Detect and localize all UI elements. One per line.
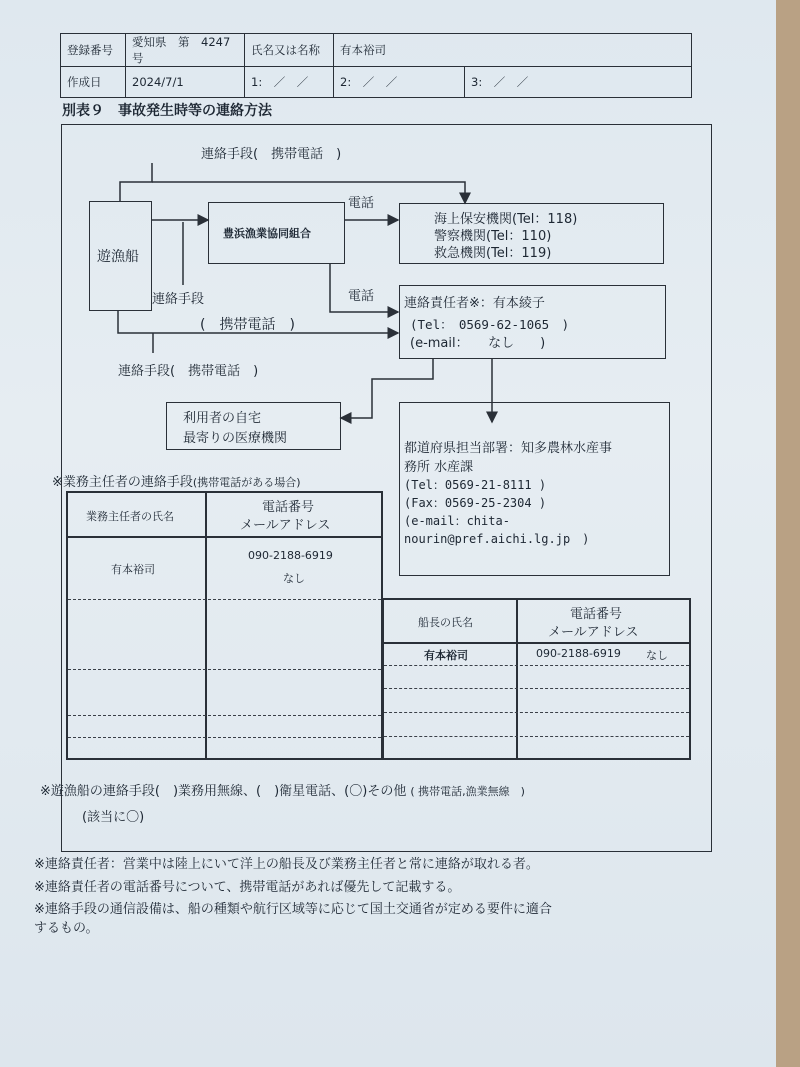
prefecture-box xyxy=(399,402,670,576)
captain-col-name: 船長の氏名 xyxy=(418,616,473,629)
coop-box xyxy=(208,202,345,264)
captain-table xyxy=(382,598,691,760)
responsible-box xyxy=(399,285,666,359)
manager-row-name: 有本裕司 xyxy=(111,563,155,576)
manager-row-phone: 090-2188-6919 xyxy=(248,549,333,562)
date-slot-3: 3: ／ ／ xyxy=(465,67,692,98)
date-slot-2: 2: ／ ／ xyxy=(334,67,465,98)
manager-table xyxy=(66,491,383,760)
vessel-label: 遊漁船 xyxy=(97,249,139,265)
footnote-1: ※連絡責任者：営業中は陸上にいて洋上の船長及び業務主任者と常に連絡が取れる者。 xyxy=(34,857,539,872)
user-home-line2: 最寄りの医療機関 xyxy=(183,431,288,446)
vessel-means-note: ( 携帯電話,漁業無線 ) xyxy=(410,785,525,798)
contact-means-value: ( 携帯電話 ) xyxy=(200,317,295,333)
reg-number-label: 登録番号 xyxy=(61,34,126,67)
manager-row-email: なし xyxy=(283,572,305,585)
responsible-email: (e-mail： なし ) xyxy=(410,336,546,351)
vessel-box xyxy=(89,201,152,311)
date-value: 2024/7/1 xyxy=(126,67,245,98)
user-home-line1: 利用者の自宅 xyxy=(183,411,262,426)
captain-row-email: なし xyxy=(646,649,668,662)
date-label: 作成日 xyxy=(61,67,126,98)
agency-police: 警察機関(Tel：110) xyxy=(434,229,552,244)
user-home-box xyxy=(166,402,341,450)
prefecture-tel: (Tel：0569-21-8111 ) xyxy=(404,478,547,492)
agency-ambulance: 救急機関(Tel：119) xyxy=(434,246,552,261)
prefecture-email1: (e-mail：chita- xyxy=(404,514,510,528)
date-slot-1: 1: ／ ／ xyxy=(245,67,334,98)
manager-col-phone: 電話番号 xyxy=(262,500,315,515)
captain-col-phone: 電話番号 xyxy=(570,607,623,622)
contact-means-label: 連絡手段 xyxy=(152,292,205,307)
responsible-person: 連絡責任者※：有本綾子 xyxy=(404,296,545,311)
bottom-contact-means: 連絡手段( 携帯電話 ) xyxy=(118,364,259,379)
manager-section-title xyxy=(52,471,301,490)
agency-coast-guard: 海上保安機関(Tel：118) xyxy=(434,212,578,227)
manager-title-text: ※業務主任者の連絡手段 xyxy=(52,475,193,490)
responsible-tel: (Tel： 0569-62-1065 ) xyxy=(410,317,570,332)
vessel-means-text: ※遊漁船の連絡手段( )業務用無線、( )衛星電話、(〇)その他 xyxy=(40,784,407,799)
top-contact-means: 連絡手段( 携帯電話 ) xyxy=(201,147,342,162)
captain-col-email: メールアドレス xyxy=(548,625,639,640)
captain-row-phone: 090-2188-6919 xyxy=(536,647,621,660)
footnote-3: ※連絡手段の通信設備は、船の種類や航行区域等に応じて国土交通省が定める要件に適合 xyxy=(34,902,552,917)
section-title: 別表９ 事故発生時等の連絡方法 xyxy=(62,103,272,119)
prefecture-line1: 都道府県担当部署：知多農林水産事 xyxy=(404,441,613,456)
manager-col-email: メールアドレス xyxy=(240,518,331,533)
prefecture-email2: nourin@pref.aichi.lg.jp ) xyxy=(404,532,590,546)
footnote-4: するもの。 xyxy=(34,921,99,936)
reg-number-value: 愛知県 第 4247 号 xyxy=(126,34,245,67)
name-label: 氏名又は名称 xyxy=(245,34,334,67)
name-value: 有本裕司 xyxy=(334,34,692,67)
prefecture-fax: (Fax：0569-25-2304 ) xyxy=(404,496,547,510)
vessel-means-sub: (該当に〇) xyxy=(82,810,145,825)
manager-title-note: (携帯電話がある場合) xyxy=(192,476,301,489)
coop-label: 豊浜漁業協同組合 xyxy=(223,227,311,240)
vessel-contact-means xyxy=(40,780,525,799)
prefecture-line2: 務所 水産課 xyxy=(404,460,474,475)
captain-row-name: 有本裕司 xyxy=(424,649,468,662)
phone-label-1: 電話 xyxy=(348,196,375,211)
phone-label-2: 電話 xyxy=(348,289,375,304)
footnote-2: ※連絡責任者の電話番号について、携帯電話があれば優先して記載する。 xyxy=(34,880,461,895)
manager-col-name: 業務主任者の氏名 xyxy=(86,510,174,523)
agencies-box xyxy=(399,203,664,264)
